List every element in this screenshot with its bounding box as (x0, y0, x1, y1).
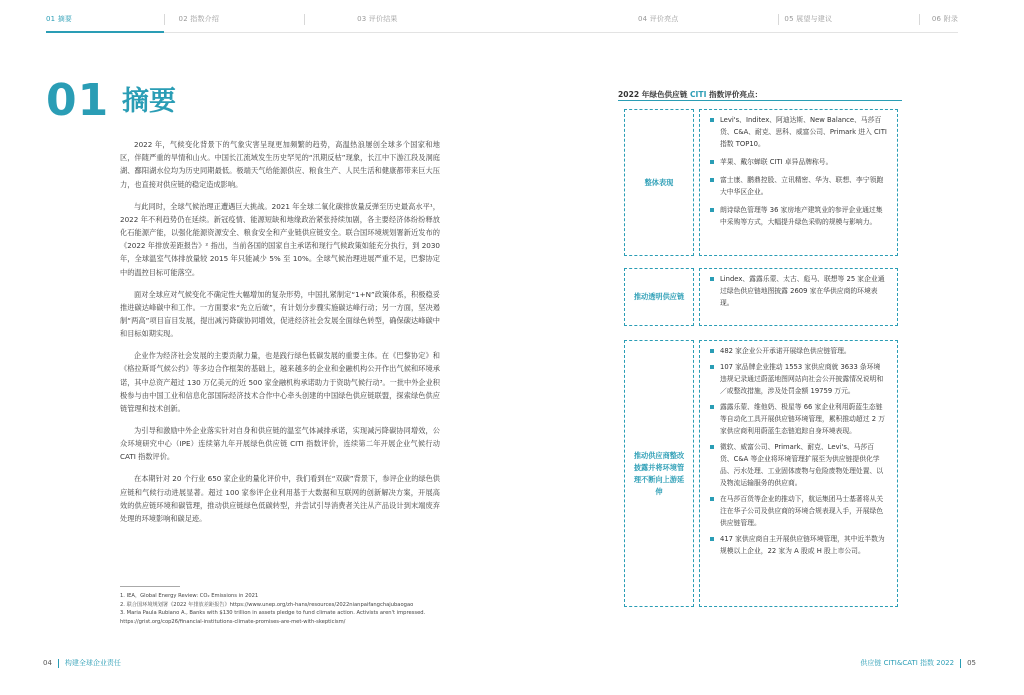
list-item: Levi's、Inditex、阿迪达斯、New Balance、马莎百货、C&A、耐克、思科、威富公司、Primark 进入 CITI 指数 TOP10。 (710, 114, 887, 150)
body-paragraph: 为引导和激励中外企业落实针对自身和供应链的温室气体减排承诺，实现减污降碳协同增效，公众环境研究中心（IPE）连续第九年开展绿色供应链 CITI 指数评价，连续第二年开展企业气候行动 CATI 指数评价。 (120, 426, 440, 462)
nav-active-indicator (46, 31, 164, 33)
list-item: 107 家品牌企业推动 1553 家供应商就 3633 条环境违规记录通过蔚蓝地图网站向社会公开披露情况说明和／或整改措施，涉及处罚金额 19759 万元。 (710, 361, 887, 397)
list-item: 朗诗绿色管理等 36 家房地产建筑业的参评企业通过集中采购等方式，大幅提升绿色采购的规模与影响力。 (710, 204, 887, 228)
highlights-title-citi: CITI (689, 90, 707, 99)
highlight-group-upstream (624, 340, 898, 607)
page-number-left: 04 (43, 659, 52, 667)
section-number: 01 (46, 75, 110, 126)
group-box (699, 109, 898, 256)
list-item: 露露乐蒙、维他奶、极星等 66 家企业利用蔚蓝生态链等自动化工具开展供应链环境管理，累积推动超过 2 万家供应商利用蔚蓝生态链追踪自身环境表现。 (710, 401, 887, 437)
list-item: Lindex、露露乐蒙、太古、彪马、联想等 25 家企业通过绿色供应链地图披露 2609 家在华供应商的环境表现。 (710, 273, 887, 309)
body-paragraph: 企业作为经济社会发展的主要贡献力量，也是践行绿色低碳发展的重要主体。在《巴黎协定》和《格拉斯哥气候公约》等多边合作框架的基础上，越来越多的企业和金融机构公开作出气候和环境承诺，其中总资产超过 130 万亿美元的近 500 家金融机构承诺助力于资助气候行动³。一批中外企业积极参与由中国工业和信息化部国际经济技术合作中心牵头创建的中国绿色供应链联盟，探索绿色供应链管理和技术创新。 (120, 351, 440, 414)
footer-divider (58, 659, 59, 668)
nav-item-summary[interactable]: 01 摘要 (46, 15, 73, 23)
body-paragraph: 与此同时，全球气候治理正遭遇巨大挑战。2021 年全球二氧化碳排放量反弹至历史最高水平¹，2022 年不利趋势仍在延续。新冠疫情、能源短缺和地缘政治紧张持续加剧，各主要经济体纷纷释放化石能源产能，以强化能源资源安全、粮食安全和产业链供应链安全。联合国环境规划署新近发布的《2022 年排放差距报告》² 指出，当前各国的国家自主承诺和现行气候政策如能充分执行，到 2030 年，全球温室气体排放量较 2015 年只能减少 5% 至 10%。全球气候治理进展严重不足，巴黎协定中的温控目标可能落空。 (120, 201, 440, 277)
nav-item-results[interactable]: 03 评价结果 (357, 15, 398, 23)
highlights-title (618, 89, 762, 100)
highlights-title-prefix: 2022 年绿色供应链 (618, 90, 690, 99)
body-paragraph: 面对全球应对气候变化不确定性大幅增加的复杂形势，中国扎紧制定“1+N”政策体系，积极稳妥推进碳达峰碳中和工作。一方面要求“先立后破”，有计划分步骤实施碳达峰行动；另一方面，坚决遏制“两高”项目盲目发展，提出减污降碳协同增效，促进经济社会发展全面绿色转型，确保碳达峰碳中和目标如期实现。 (120, 289, 440, 339)
footer-left (43, 658, 121, 668)
group-box (699, 268, 898, 326)
nav-item-highlights[interactable]: 04 评价亮点 (637, 15, 679, 23)
nav-item-appendix[interactable]: 06 附录 (931, 15, 959, 23)
body-text (120, 138, 440, 534)
highlight-group-transparency (624, 268, 898, 326)
list-item: 482 家企业公开承诺开展绿色供应链管理。 (710, 345, 887, 357)
footnote-3-link[interactable]: https://grist.org/cop26/financial-institutions-climate-promises-are-met-with-skepticism/ (120, 618, 346, 625)
highlights-title-rule (618, 100, 902, 101)
body-paragraph: 在本期针对 20 个行业 650 家企业的量化评价中，我们看到在“双碳”背景下，参评企业的绿色供应链和气候行动进展显著。超过 100 家参评企业利用基于大数据和互联网的创新解决方案，开展高效的供应链环境和碳管理，推动供应链绿色低碳转型，并尝试引导消费者关注从产品设计到末端废弃处理的环境影响和碳足迹。 (120, 474, 440, 524)
highlight-group-overall (624, 109, 898, 256)
list-item: 富士康、鹏鼎控股、立讯精密、华为、联想、李宁领跑大中华区企业。 (710, 174, 887, 198)
footnote-2[interactable]: 2. 联合国环境规划署《2022 年排放差距报告》https://www.unep.org/zh-hans/resources/2022nianpaifangchajubaogao (120, 601, 414, 608)
group-label: 整体表现 (624, 109, 694, 256)
group-label: 推动供应商整改披露并将环境管理不断向上游延伸 (624, 340, 694, 607)
nav-rule (46, 32, 958, 33)
footnote-1: 1. IEA，Global Energy Review: CO₂ Emissions in 2021 (120, 593, 259, 599)
footer-left-title: 构建全球企业责任 (64, 659, 121, 667)
footnotes (120, 592, 450, 626)
highlights-title-suffix: 指数评价亮点： (706, 90, 763, 99)
section-title: 摘要 (122, 86, 176, 117)
nav-item-index-intro[interactable]: 02 指数介绍 (178, 15, 220, 23)
nav-item-outlook[interactable]: 05 展望与建议 (784, 15, 833, 23)
list-item: 苹果、戴尔蝉联 CITI 卓异品牌称号。 (710, 156, 887, 168)
footer-right (860, 658, 976, 668)
footnote-3: 3. Maria Paula Rubiano A., Banks with $130 trillion in assets pledge to fund climate action. Activists aren't impressed. (120, 610, 426, 617)
footer-divider (960, 659, 961, 668)
group-box (699, 340, 898, 607)
body-paragraph: 2022 年，气候变化背景下的气象灾害呈现更加频繁的趋势，高温热浪屡创全球多个国家和地区，伴随严重的旱情和山火。中国长江流域发生历史罕见的“汛期反枯”现象，长江中下游江段及洞庭湖、鄱阳湖水位均为历史同期最低。极端天气给能源供应、粮食生产、人民生活和健康都带来巨大压力，也直接对供应链的稳定造成影响。 (120, 140, 440, 189)
footnote-rule (120, 586, 180, 587)
list-item: 在马莎百货等企业的推动下，航运集团马士基著将从关注在华子公司及供应商的环境合规表现入手，开展绿色供应链管理。 (710, 493, 887, 529)
list-item: 微软、威富公司、Primark、耐克、Levi's、马莎百货、C&A 等企业将环境管理扩展至为供应链提供化学品、污水处理、工业固体废物与危险废物处理处置、以及物流运输服务的供应商。 (710, 441, 887, 489)
page-number-right: 05 (967, 659, 976, 667)
list-item: 417 家供应商自主开展供应链环境管理，其中近半数为规模以上企业，22 家为 A 股或 H 股上市公司。 (710, 533, 887, 557)
footer-right-title: 供应链 CITI&CATI 指数 2022 (860, 659, 955, 667)
group-label: 推动透明供应链 (624, 268, 694, 326)
section-nav (46, 14, 958, 30)
